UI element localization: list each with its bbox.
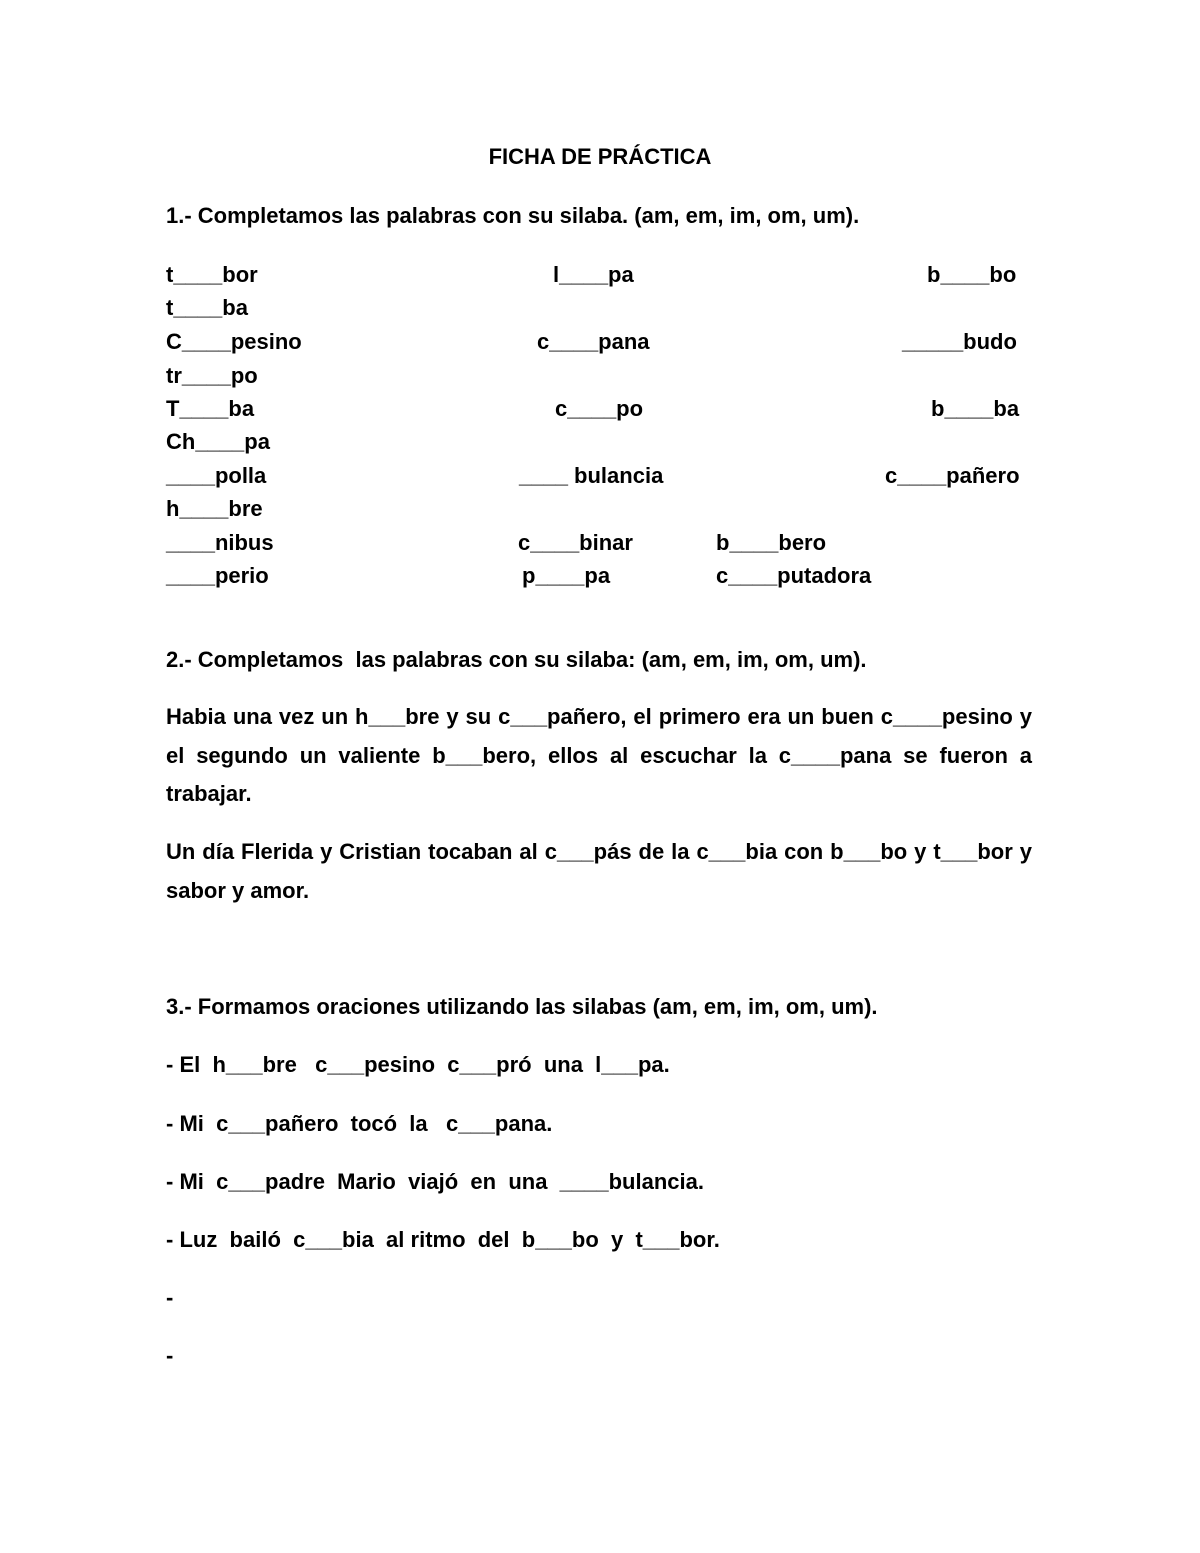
word-r10-c1: ____perio bbox=[166, 563, 269, 588]
word-r2-c1: t____ba bbox=[166, 295, 248, 320]
word-r3-c2: c____pana bbox=[537, 329, 650, 354]
word-r5-c3: b____ba bbox=[931, 396, 1020, 421]
word-r9-c3: b____bero bbox=[716, 530, 827, 555]
sentence-1: - El h___bre c___pesino c___pró una l___pa. bbox=[166, 1052, 670, 1077]
sentence-2: - Mi c___pañero tocó la c___pana. bbox=[166, 1111, 553, 1136]
story-paragraph-1: Habia una vez un h___bre y su c___pañero, el primero era un buen c____pesino y el segundo un valiente b___bero, ellos al escuchar la c____pana se fueron a trabajar. bbox=[166, 704, 1032, 806]
word-r10-c2: p____pa bbox=[522, 563, 611, 588]
sentence-4: - Luz bailó c___bia al ritmo del b___bo y t___bor. bbox=[166, 1227, 720, 1252]
word-r3-c1: C____pesino bbox=[166, 329, 302, 354]
section3-heading: 3.- Formamos oraciones utilizando las silabas (am, em, im, om, um). bbox=[166, 994, 878, 1019]
section1-heading: 1.- Completamos las palabras con su silaba. (am, em, im, om, um). bbox=[166, 203, 860, 228]
blank-sentence-line-1: - bbox=[166, 1285, 174, 1310]
word-r7-c2: ____ bulancia bbox=[519, 463, 664, 488]
word-r5-c1: T____ba bbox=[166, 396, 255, 421]
word-r5-c2: c____po bbox=[555, 396, 644, 421]
story-paragraph-2: Un día Flerida y Cristian tocaban al c___pás de la c___bia con b___bo y t___bor y sabor y amor. bbox=[166, 839, 1032, 903]
page-title: FICHA DE PRÁCTICA bbox=[488, 144, 712, 169]
word-r1-c1: t____bor bbox=[166, 262, 258, 287]
word-r1-c3: b____bo bbox=[927, 262, 1017, 287]
word-r3-c3: _____budo bbox=[902, 329, 1017, 354]
word-r7-c1: ____polla bbox=[166, 463, 267, 488]
word-r9-c1: ____nibus bbox=[166, 530, 274, 555]
word-r7-c3: c____pañero bbox=[885, 463, 1020, 488]
word-r8-c1: h____bre bbox=[166, 496, 263, 521]
word-r6-c1: Ch____pa bbox=[166, 429, 270, 454]
word-r1-c2: l____pa bbox=[553, 262, 634, 287]
blank-sentence-line-2: - bbox=[166, 1343, 174, 1368]
word-r10-c3: c____putadora bbox=[716, 563, 872, 588]
word-r9-c2: c____binar bbox=[518, 530, 633, 555]
section2-heading: 2.- Completamos las palabras con su silaba: (am, em, im, om, um). bbox=[166, 647, 867, 672]
sentence-3: - Mi c___padre Mario viajó en una ____bulancia. bbox=[166, 1169, 704, 1194]
word-r4-c1: tr____po bbox=[166, 363, 258, 388]
